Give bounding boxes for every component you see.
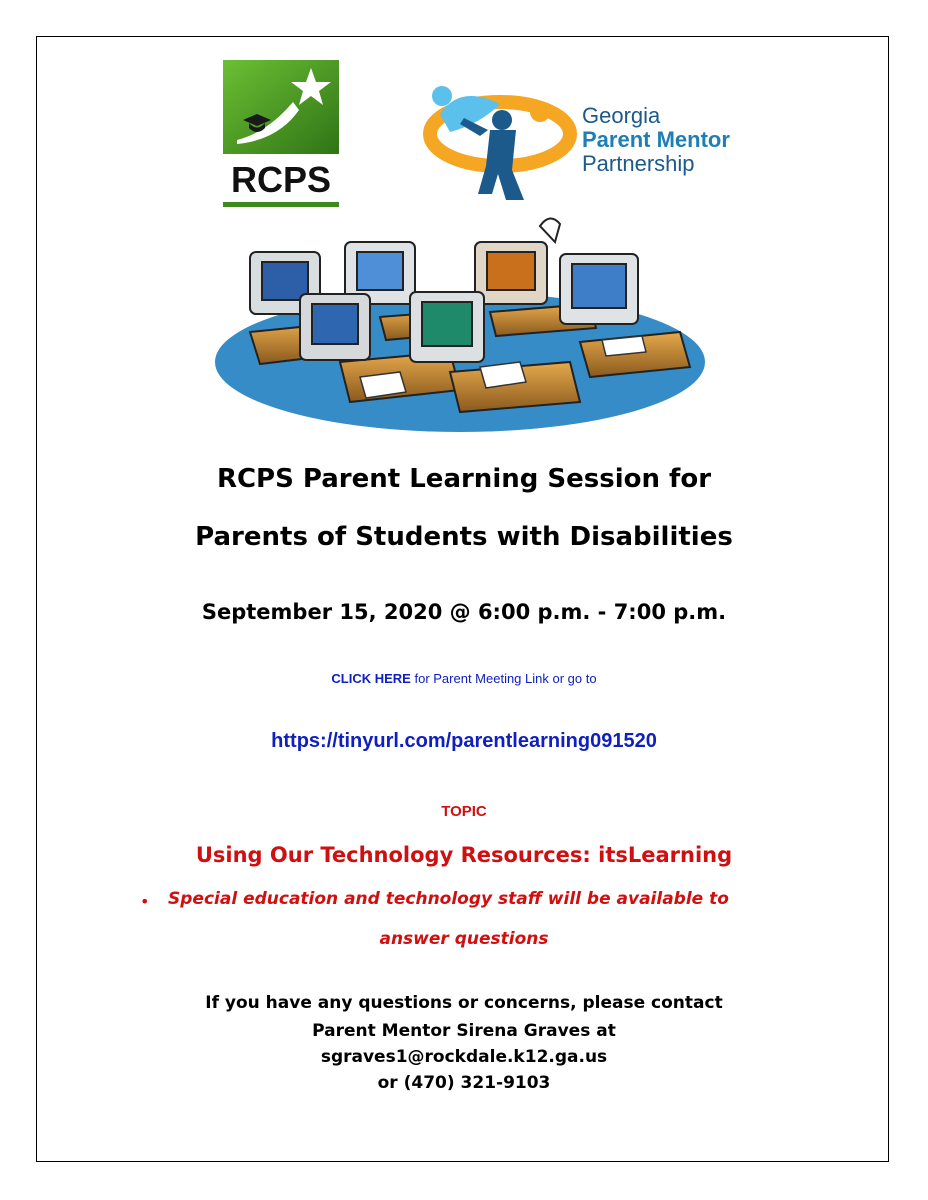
meeting-url-link[interactable]: https://tinyurl.com/parentlearning091520 <box>271 730 657 752</box>
contact-line-1: If you have any questions or concerns, please contact <box>205 993 723 1013</box>
title-line-1: RCPS Parent Learning Session for <box>216 464 712 494</box>
rcps-logo <box>223 60 339 208</box>
computers-clipart-icon <box>210 212 710 440</box>
topic-title: Using Our Technology Resources: itsLearning <box>195 843 733 867</box>
bullet-icon: • <box>140 892 150 911</box>
note-line-2: answer questions <box>379 929 549 949</box>
gpm-line-parent-mentor: Parent Mentor <box>582 127 730 152</box>
title-line-2: Parents of Students with Disabilities <box>195 522 733 552</box>
gpm-line-partnership: Partnership <box>582 151 695 176</box>
topic-label: TOPIC <box>441 803 487 820</box>
click-here-rest: for Parent Meeting Link or go to <box>410 671 597 686</box>
parent-mentor-figures-icon <box>420 74 580 204</box>
event-date: September 15, 2020 @ 6:00 p.m. - 7:00 p.m. <box>201 600 727 624</box>
gpm-logo-text <box>582 104 730 176</box>
contact-line-2: Parent Mentor Sirena Graves at <box>312 1021 616 1041</box>
click-here-link[interactable]: CLICK HERE <box>331 671 411 686</box>
contact-email[interactable]: sgraves1@rockdale.k12.ga.us <box>320 1047 608 1067</box>
contact-phone: or (470) 321-9103 <box>377 1073 551 1093</box>
rcps-logo-text: RCPS <box>230 159 332 200</box>
gpm-line-georgia: Georgia <box>582 103 661 128</box>
meeting-link-line <box>0 671 928 686</box>
note-line-1: Special education and technology staff will be available to <box>168 889 729 909</box>
